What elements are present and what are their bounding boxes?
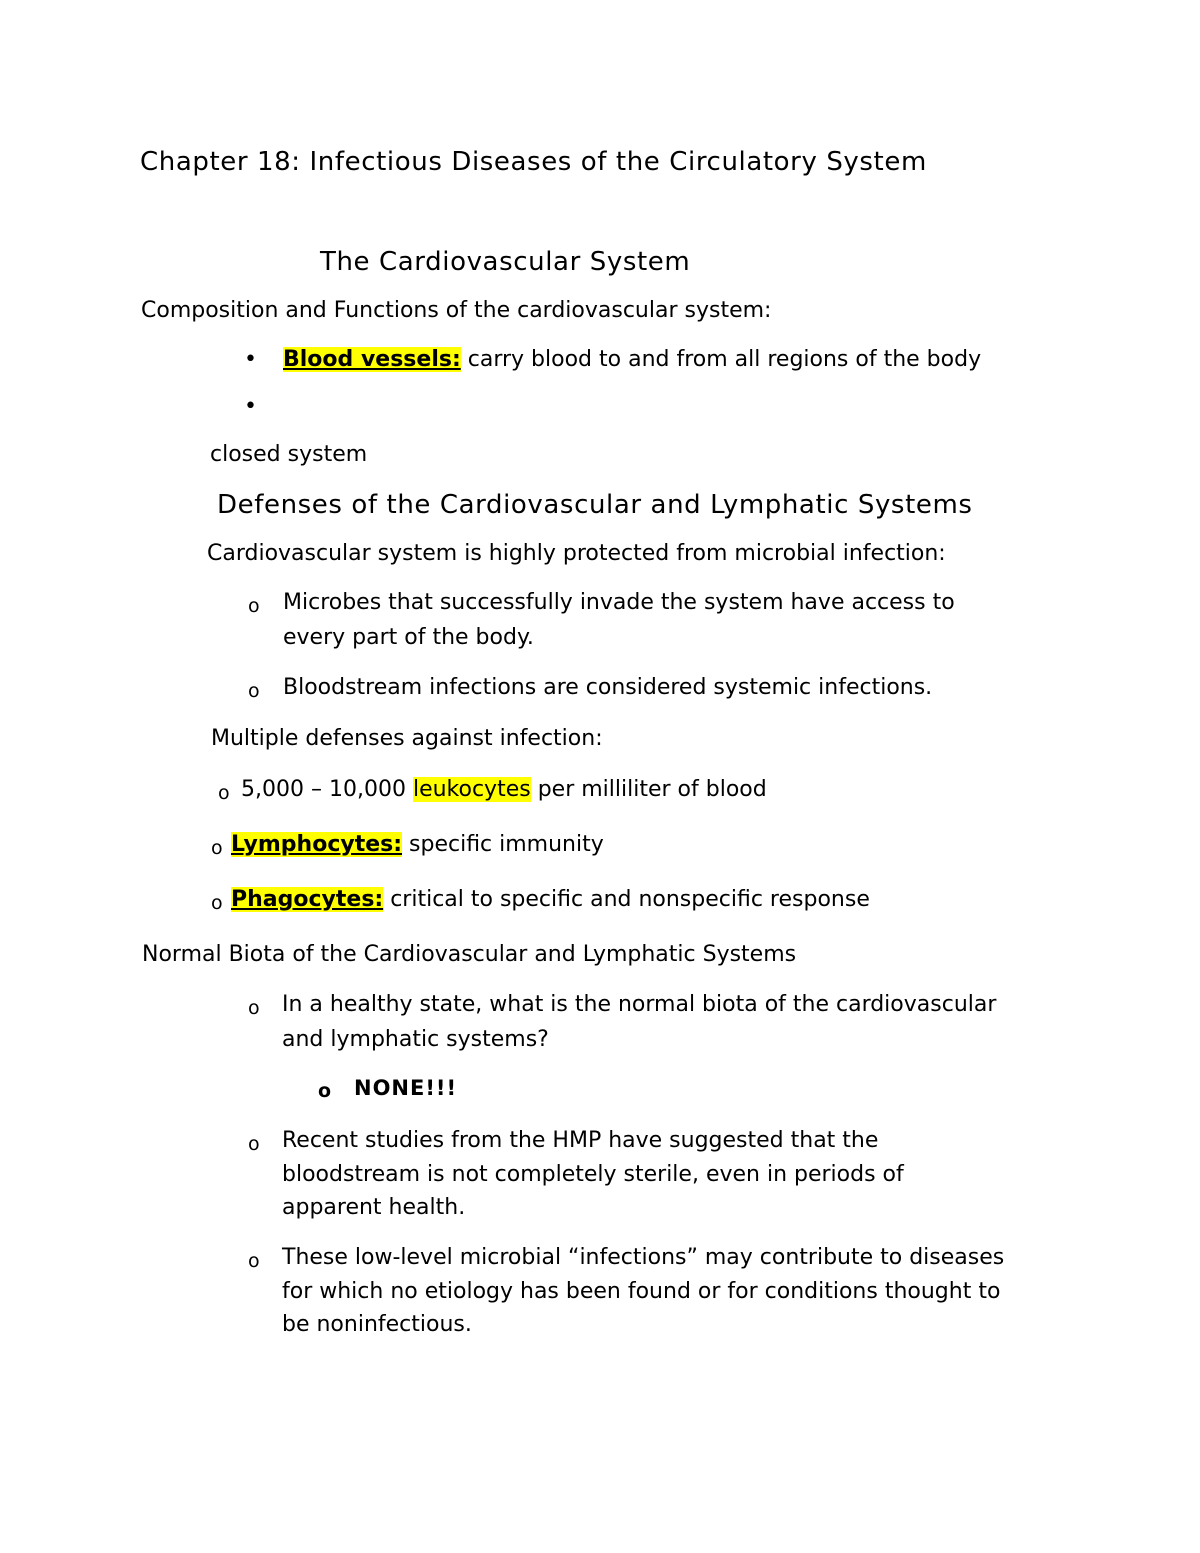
leukocytes-count: 5,000 – 10,000	[241, 777, 413, 802]
section-heading-cardiovascular: The Cardiovascular System	[320, 247, 691, 277]
term-leukocytes: leukocytes	[412, 777, 531, 802]
low-level-line-3: be noninfectious.	[282, 1312, 472, 1337]
hmp-line-3: apparent health.	[282, 1195, 466, 1220]
o-marker: o	[211, 837, 223, 859]
o-marker: o	[248, 997, 260, 1019]
phagocytes-line	[231, 887, 870, 913]
term-lymphocytes: Lymphocytes:	[231, 832, 403, 857]
blood-vessels-text: carry blood to and from all regions of the body	[460, 347, 982, 372]
o-marker: o	[248, 1250, 260, 1272]
page-title: Chapter 18: Infectious Diseases of the Circulatory System	[140, 147, 927, 177]
section-heading-normal-biota: Normal Biota of the Cardiovascular and Lymphatic Systems	[142, 942, 797, 967]
bullet-marker: •	[244, 347, 257, 372]
section-heading-defenses: Defenses of the Cardiovascular and Lymphatic Systems	[217, 490, 973, 520]
o-marker: o	[248, 680, 260, 702]
o-marker-bold: o	[318, 1080, 332, 1102]
bullet-blood-vessels	[283, 347, 981, 373]
lymphocytes-line	[231, 832, 604, 858]
term-blood-vessels: Blood vessels:	[283, 347, 461, 372]
bloodstream-infections: Bloodstream infections are considered systemic infections.	[283, 675, 933, 700]
microbes-line-1: Microbes that successfully invade the system have access to	[283, 590, 955, 615]
o-marker: o	[248, 1133, 260, 1155]
answer-none: NONE!!!	[354, 1076, 458, 1100]
o-marker: o	[211, 892, 223, 914]
question-line-1: In a healthy state, what is the normal biota of the cardiovascular	[282, 992, 997, 1017]
bullet-marker-empty: •	[244, 394, 257, 419]
hmp-line-1: Recent studies from the HMP have suggested that the	[282, 1128, 879, 1153]
composition-subheading: Composition and Functions of the cardiovascular system:	[141, 298, 772, 323]
o-marker: o	[248, 595, 260, 617]
microbes-line-2: every part of the body.	[283, 625, 534, 650]
leukocytes-line	[241, 777, 767, 803]
closed-system-text: closed system	[210, 442, 368, 467]
question-line-2: and lymphatic systems?	[282, 1027, 549, 1052]
o-marker: o	[218, 782, 230, 804]
defenses-intro: Cardiovascular system is highly protected from microbial infection:	[207, 541, 946, 566]
low-level-line-2: for which no etiology has been found or for conditions thought to	[282, 1279, 1001, 1304]
multiple-defenses-intro: Multiple defenses against infection:	[211, 726, 603, 751]
leukocytes-text: per milliliter of blood	[530, 777, 767, 802]
phagocytes-text: critical to specific and nonspecific response	[383, 887, 870, 912]
term-phagocytes: Phagocytes:	[231, 887, 384, 912]
hmp-line-2: bloodstream is not completely sterile, even in periods of	[282, 1162, 904, 1187]
low-level-line-1: These low-level microbial “infections” may contribute to diseases	[282, 1245, 1005, 1270]
lymphocytes-text: specific immunity	[402, 832, 604, 857]
